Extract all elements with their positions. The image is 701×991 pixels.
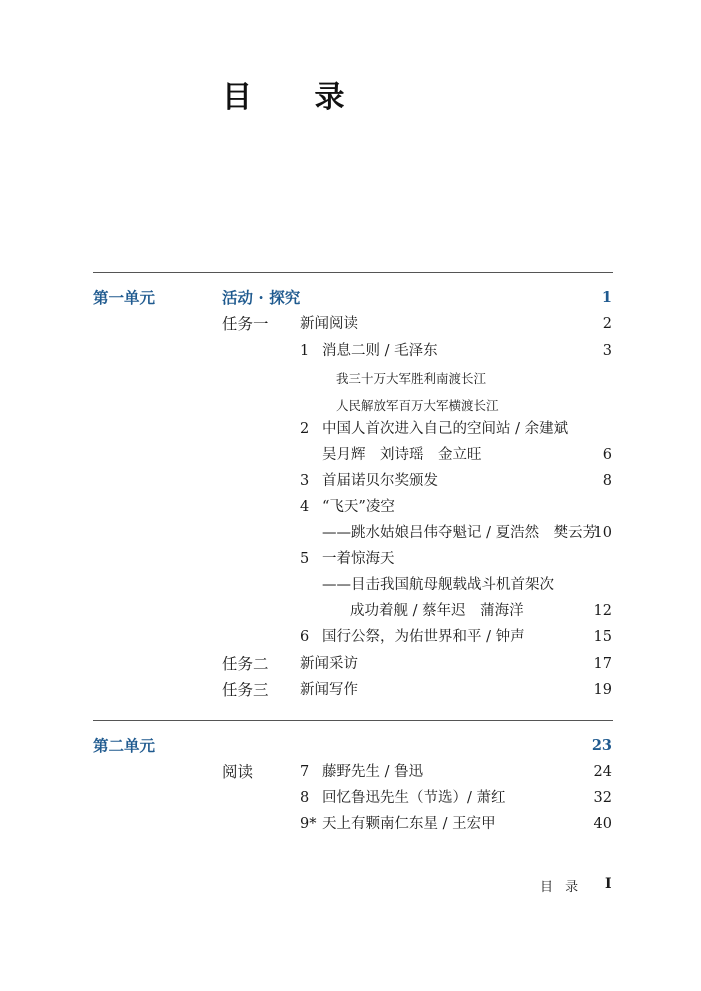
task-1-label: 任务一	[222, 315, 269, 333]
lesson-page: 3	[602, 343, 612, 359]
task-2-label: 任务二	[222, 655, 269, 673]
lesson-number: 1	[300, 343, 310, 359]
lesson-title[interactable]: 国行公祭，为佑世界和平 / 钟声	[322, 629, 525, 645]
lesson-page: 32	[593, 790, 612, 806]
unit-2-label: 第二单元	[93, 736, 156, 755]
lesson-title[interactable]: “飞天”凌空	[322, 499, 395, 515]
lesson-page: 10	[593, 525, 612, 541]
page-title: 目 录	[222, 80, 371, 115]
task-2-page: 17	[593, 656, 612, 672]
lesson-page: 12	[593, 603, 612, 619]
lesson-subtitle-cont: 成功着舰 / 蔡年迟 蒲海洋	[350, 603, 524, 619]
task-3-label: 任务三	[222, 681, 269, 699]
lesson-number: 2	[300, 421, 310, 437]
unit-1-section-page: 1	[601, 289, 612, 306]
task-3-title[interactable]: 新闻写作	[300, 682, 358, 698]
lesson-number: 3	[300, 473, 310, 489]
lesson-title[interactable]: 回忆鲁迅先生（节选）/ 萧红	[322, 790, 506, 806]
task-3-page: 19	[593, 682, 612, 698]
lesson-number: 8	[300, 790, 310, 806]
lesson-authors: 吴月辉 刘诗瑶 金立旺	[322, 447, 482, 463]
lesson-title[interactable]: 消息二则 / 毛泽东	[322, 343, 438, 359]
footer-label: 目 录	[540, 880, 583, 895]
lesson-number: 7	[300, 764, 310, 780]
task-1-title[interactable]: 新闻阅读	[300, 316, 358, 332]
task-2-title[interactable]: 新闻采访	[300, 656, 358, 672]
lesson-number: 6	[300, 629, 310, 645]
lesson-page: 15	[593, 629, 612, 645]
lesson-subtitle[interactable]: 我三十万大军胜利南渡长江	[336, 371, 487, 386]
lesson-title[interactable]: 天上有颗南仁东星 / 王宏甲	[322, 816, 496, 832]
divider	[93, 272, 613, 273]
divider	[93, 720, 613, 721]
lesson-page: 24	[593, 764, 612, 780]
lesson-subtitle[interactable]: 人民解放军百万大军横渡长江	[336, 398, 499, 413]
lesson-subtitle: ——目击我国航母舰载战斗机首架次	[322, 577, 554, 593]
lesson-number: 5	[300, 551, 310, 567]
unit-1-section[interactable]: 活动 · 探究	[222, 288, 301, 307]
lesson-title[interactable]: 中国人首次进入自己的空间站 / 余建斌	[322, 421, 569, 437]
lesson-page: 6	[602, 447, 612, 463]
unit-2-page: 23	[591, 737, 612, 754]
lesson-title[interactable]: 藤野先生 / 鲁迅	[322, 764, 424, 780]
lesson-number: 4	[300, 499, 310, 515]
lesson-number: 9*	[300, 816, 317, 832]
lesson-page: 40	[593, 816, 612, 832]
footer-page-number: I	[605, 876, 612, 892]
task-1-page: 2	[602, 316, 612, 332]
unit-2-section: 阅读	[222, 763, 254, 781]
unit-1-label: 第一单元	[93, 288, 156, 307]
lesson-title[interactable]: 一着惊海天	[322, 551, 395, 567]
lesson-subtitle: ——跳水姑娘吕伟夺魁记 / 夏浩然 樊云芳	[322, 525, 598, 541]
lesson-title[interactable]: 首届诺贝尔奖颁发	[322, 473, 438, 489]
lesson-page: 8	[602, 473, 612, 489]
